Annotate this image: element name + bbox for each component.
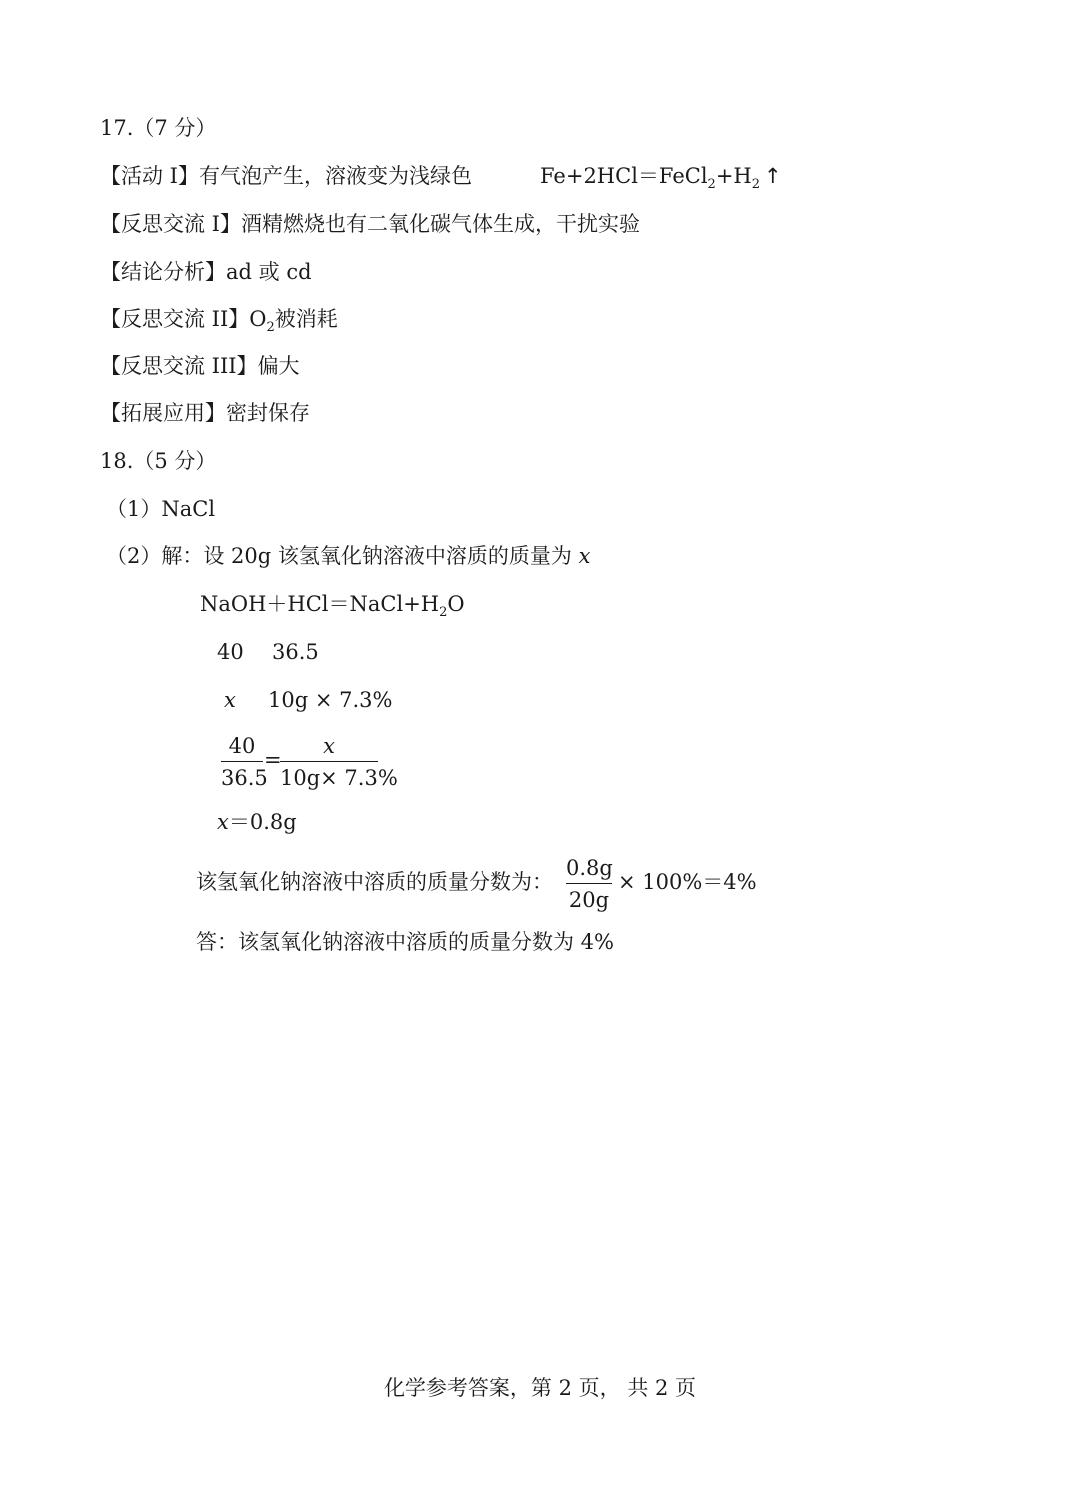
- equation-mid: +H: [715, 164, 752, 188]
- extension-label: 【拓展应用】: [100, 401, 226, 425]
- reflect2-answer: 被消耗: [274, 307, 338, 331]
- fraction-bar: [221, 761, 263, 762]
- equation-subscript: 2: [751, 177, 761, 192]
- fraction-denominator: 10g× 7.3%: [280, 766, 398, 790]
- activity1-answer: 有气泡产生，溶液变为浅绿色: [198, 164, 472, 188]
- q18-part2: [106, 546, 590, 567]
- conclusion-label: 【结论分析】: [100, 260, 226, 284]
- q18-heading: 18.（5 分）: [100, 449, 217, 473]
- fraction-bar: [280, 761, 378, 762]
- activity1-label: 【活动 I】: [100, 164, 199, 188]
- ratio-row2-var: x: [224, 688, 236, 712]
- ratio-row1-left: 40: [217, 640, 244, 664]
- equation-subscript: 2: [439, 605, 448, 620]
- q17-extension: [100, 403, 310, 424]
- part2-text: （2）解：设 20g 该氢氧化钠溶液中溶质的质量为: [106, 544, 579, 568]
- equation-end: O: [447, 592, 465, 616]
- result-line: [217, 812, 297, 833]
- fraction-bar: [566, 883, 612, 884]
- ratio-row2-value: 10g × 7.3%: [268, 688, 393, 712]
- final-answer: 答：该氢氧化钠溶液中溶质的质量分数为 4%: [196, 930, 614, 954]
- reflect3-answer: 偏大: [257, 354, 300, 378]
- q17-activity1: [100, 166, 472, 187]
- reflect2-label: 【反思交流 II】: [100, 307, 250, 331]
- page-footer: 化学参考答案，第 2 页， 共 2 页: [383, 1376, 697, 1400]
- conclusion-answer: ad 或 cd: [226, 260, 312, 284]
- mass-fraction: [566, 858, 612, 911]
- fraction-numerator: 40: [228, 734, 256, 758]
- ratio-row1-right: 36.5: [272, 640, 319, 664]
- variable-x: x: [217, 810, 229, 834]
- q17-heading: 17.（7 分）: [100, 116, 217, 140]
- mass-fraction-tail: × 100%＝4%: [618, 870, 757, 894]
- fraction-numerator: 0.8g: [566, 856, 613, 880]
- result-value: ＝0.8g: [228, 810, 297, 834]
- fraction-denominator: 20g: [568, 888, 610, 912]
- reaction-equation: [200, 592, 465, 620]
- proportion-left-fraction: [221, 734, 268, 790]
- q17-reflect2: [100, 307, 338, 335]
- proportion-equals: =: [264, 748, 282, 772]
- extension-answer: 密封保存: [226, 401, 310, 425]
- fraction-denominator: 36.5: [221, 766, 268, 790]
- variable-x: x: [578, 544, 591, 568]
- reflect3-label: 【反思交流 III】: [100, 354, 258, 378]
- q17-reflect1: [100, 214, 640, 235]
- mass-fraction-text: 该氢氧化钠溶液中溶质的质量分数为：: [196, 870, 553, 894]
- gas-arrow-icon: ↑: [764, 164, 782, 188]
- reflect1-label: 【反思交流 I】: [100, 212, 241, 236]
- activity1-equation: [540, 164, 782, 192]
- oxygen-subscript: 2: [266, 320, 275, 335]
- q18-part1: （1）NaCl: [106, 497, 216, 521]
- fraction-numerator: x: [323, 734, 335, 758]
- proportion-right-fraction: [280, 734, 398, 790]
- reflect1-answer: 酒精燃烧也有二氧化碳气体生成，干扰实验: [240, 212, 640, 236]
- q17-conclusion: [100, 262, 312, 283]
- equation-left: Fe+2HCl＝FeCl: [540, 164, 708, 188]
- equation-main: NaOH＋HCl＝NaCl+H: [200, 592, 440, 616]
- equation-subscript: 2: [707, 177, 716, 192]
- oxygen-symbol: O: [249, 307, 267, 331]
- q17-reflect3: [100, 356, 300, 377]
